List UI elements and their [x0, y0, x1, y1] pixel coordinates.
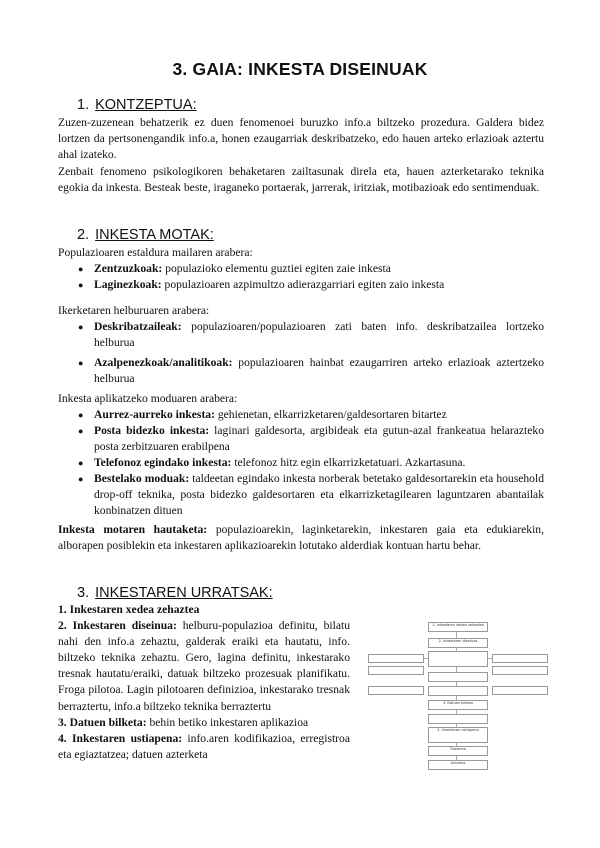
step-item: 3. Datuen bilketa: behin betiko inkestaren aplikazioa	[58, 715, 309, 729]
diagram-box: 4. Inkestaren ustiapena	[428, 727, 488, 743]
section-heading-steps	[77, 585, 273, 601]
population-list	[78, 261, 544, 293]
diagram-box	[428, 651, 488, 667]
list-item: ● Azalpenezkoak/analitikoak: populazioaren hainbat ezaugarriren arteko erlazioak aztertzeko helburua	[78, 355, 544, 387]
population-intro: Populazioaren estaldura mailaren arabera:	[58, 246, 253, 259]
list-item: ● Laginezkoak: populazioaren azpimultzo adierazgarriari egiten zaio inkesta	[78, 277, 544, 293]
diagram-box: 1. Inkestaren xedea zehaztea	[428, 622, 488, 632]
step-item: 2. Inkestaren diseinua: helburu-populazioa definitu, bilatu nahi den info.a zehaztu, galderak eraiki eta hautatu, info. biltzeko teknika zehaztu. Gero, lagina definitu, inkestarako tresnak hautatu/eraiki, datuak biltzeko prozesuak planifikatu. Froga pilotoa. Lagin pilotoaren definizioa, inkestarako tresnak berraztertu, info.a biltzeko teknika berraztertu	[58, 619, 350, 713]
section-title: INKESTA MOTAK:	[95, 227, 214, 243]
step-item: 4. Inkestaren ustiapena: info.aren kodifikazioa, erregistroa eta egiaztatzea; datuen azterketa	[58, 731, 350, 761]
section-number: 2.	[77, 227, 90, 243]
list-item: ● Aurrez-aurreko inkesta: gehienetan, elkarrizketaren/galdesortaren bitartez	[78, 407, 544, 423]
concept-paragraph-2: Zenbait fenomeno psikologikoren behaketaren zailtasunak direla eta, hauen azterketarako teknika egokia da inkesta. Besteak beste, iraganeko portaerak, jarrerak, iritziak, motibazioak edo sentimenduak.	[58, 165, 544, 194]
page-title: 3. GAIA: INKESTA DISEINUAK	[172, 59, 428, 79]
list-item: ● Posta bidezko inkesta: laginari galdesorta, argibideak eta gutun-azal frankeatua helarazteko posta zerbitzuaren erabilpena	[78, 423, 544, 455]
section-number: 3.	[77, 585, 90, 601]
section-title: KONTZEPTUA:	[95, 97, 197, 113]
diagram-box	[492, 666, 548, 675]
concept-paragraph-1: Zuzen-zuzenean behatzerik ez duen fenomenoei buruzko info.a biltzeko prozedura. Galdera bidez lortzen da pertsonengandik info.a, honen ezaugarriak deskribatzeko, edo hauen arteko erlazioak aztertu ahal izateko.	[58, 116, 544, 161]
list-item: ● Bestelako moduak: taldeetan egindako inkesta norberak betetako galdesortarekin eta household drop-off teknika, posta bidezko galdesortaren eta elkarrizketagilearen laguntzaren abantailak konbinatzen dituen	[78, 471, 544, 519]
diagram-box	[368, 666, 424, 675]
diagram-box: Amaiera	[428, 760, 488, 770]
diagram-box: 3. Datuen bilketa	[428, 700, 488, 710]
diagram-box	[428, 686, 488, 696]
steps-list	[58, 602, 350, 763]
diagram-box	[492, 686, 548, 695]
diagram-box	[492, 654, 548, 663]
diagram-box: 2. Inkestaren diseinua	[428, 638, 488, 648]
diagram-box	[368, 686, 424, 695]
purpose-list	[78, 319, 544, 387]
list-item: ● Zentzuzkoak: populazioko elementu guztiei egiten zaie inkesta	[78, 261, 544, 277]
survey-steps-diagram	[362, 618, 552, 773]
diagram-box: Txostena	[428, 746, 488, 756]
list-item: ● Telefonoz egindako inkesta: telefonoz hitz egin elkarrizketatuari. Azkartasuna.	[78, 455, 544, 471]
purpose-intro: Ikerketaren helburuaren arabera:	[58, 304, 210, 317]
type-choice-paragraph: Inkesta motaren hautaketa: populazioarekin, laginketarekin, inkestaren gaia eta edukiarekin, alborapen posiblekin eta inkestaren aplikazioarekin lotutako alderdiak kontuan hartu behar.	[58, 523, 545, 552]
section-heading-types	[77, 227, 214, 243]
mode-intro: Inkesta aplikatzeko moduaren arabera:	[58, 392, 238, 405]
section-heading-concept	[77, 97, 197, 113]
section-number: 1.	[77, 97, 90, 113]
step-item: 1. Inkestaren xedea zehaztea	[58, 603, 200, 616]
section-title: INKESTAREN URRATSAK:	[95, 585, 273, 601]
list-item: ● Deskribatzaileak: populazioaren/populazioaren zati baten info. deskribatzailea lortzeko helburua	[78, 319, 544, 351]
mode-list	[78, 407, 544, 519]
diagram-box	[428, 672, 488, 682]
diagram-box	[428, 714, 488, 724]
diagram-box	[368, 654, 424, 663]
